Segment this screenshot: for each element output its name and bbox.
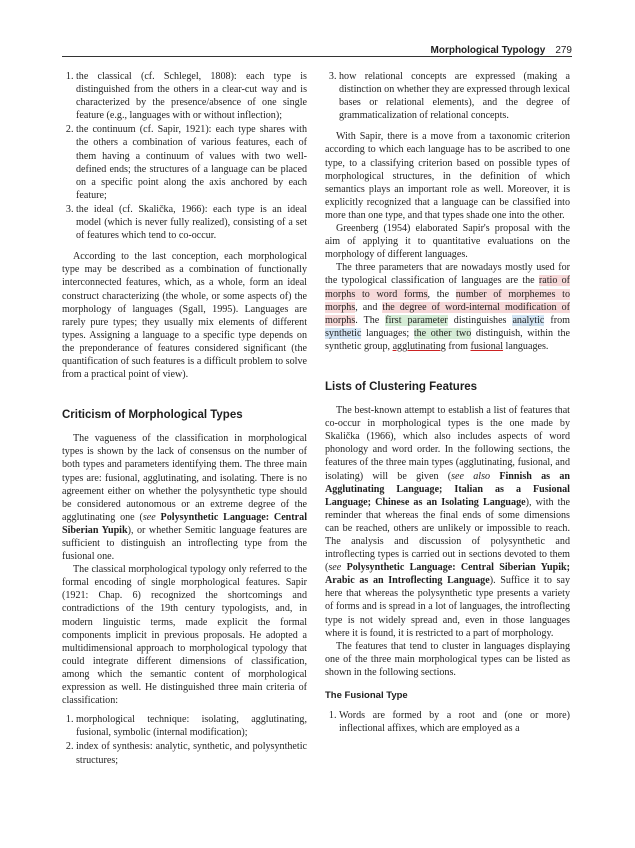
highlight-analytic: analytic	[512, 314, 545, 326]
right-column	[325, 70, 570, 743]
section-heading: Lists of Clustering Features	[325, 380, 478, 393]
list-item: 1. the classical (cf. Schlegel, 1808): each type is distinguished from the others in a clear-cut way and is characterized by the presence/absence of one single feature (e.g., languages with or without inflection);	[76, 70, 307, 122]
list-item: 2. the continuum (cf. Sapir, 1921): each type shares with the others a combination of various features, each of them having a continuum of values with two well-defined ends; the structures of a language can be placed on a specific point along the axis anchored by each feature;	[76, 123, 307, 202]
highlight-first-parameter: first parameter	[385, 314, 448, 326]
list-item: 1. morphological technique: isolating, agglutinating, fusional, symbolic (internal modification);	[76, 713, 307, 739]
cross-reference: Polysynthetic Language: Central Siberian Yupik; Arabic as an Introflecting Language	[325, 562, 570, 587]
running-header	[62, 40, 572, 57]
list-item: 3. how relational concepts are expressed (making a distinction on whether they are expressed through lexical bases or relational elements), and the degree of grammaticalization of relational concepts.	[339, 70, 570, 122]
paragraph: The best-known attempt to establish a list of features that co-occur in morphological types is the one made by Skalička (1966), which also includes aspects of word phonology and word order. In the following sections, the features of the three main types (agglutinating, fusional, and isolating) will be given (see also Finnish as an Agglutinating Language; Italian as a Fusional Language; Chinese as an Isolating Language), with the reminder that whereas the final ends of some dimensions can be reached, others are unlikely or impossible to reach. The analysis and discussion of polysynthetic and introflecting types is carried out in sections devoted to them (see Polysynthetic Language: Central Siberian Yupik; Arabic as an Introflecting Language). Suffice it to say here that whereas the polysynthetic type presents a variety of forms and is spread in a lot of languages, the introflecting type is not widely spread and, even in those languages where it is found, it is restricted to a part of morphology.	[325, 405, 570, 639]
highlight-number: number of morphemes to morphs	[325, 288, 570, 313]
paragraph: The vagueness of the classification in morphological types is shown by the lack of consensus on the number of both types and parameters identifying them. The three main types are: fusional, agglutinating, and isolating. There is no agreement either on whether the polysynthetic type should be considered autonomous or an extreme degree of the agglutinating one (see Polysynthetic Language: Central Siberian Yupik), or whether Semitic language features are sufficient to distinguish an introflecting type from the fusional one.	[62, 433, 307, 563]
cross-reference: Polysynthetic Language: Central Siberian Yupik	[62, 511, 307, 536]
highlight-ratio: ratio of morphs to word forms	[325, 275, 570, 300]
left-column	[62, 70, 307, 775]
running-title: Morphological Typology	[430, 45, 546, 56]
highlight-degree: the degree of word-internal modification of morphs	[325, 301, 570, 326]
list-item: 2. index of synthesis: analytic, synthetic, and polysynthetic structures;	[76, 740, 307, 766]
subsection-heading: The Fusional Type	[325, 690, 408, 702]
list-item: 1. Words are formed by a root and (one or more) inflectional affixes, which are employed as a	[339, 709, 570, 735]
conception-list	[62, 70, 307, 242]
criteria-list	[62, 713, 307, 766]
section-heading: Criticism of Morphological Types	[62, 409, 243, 422]
underline-agglutinating: agglutinating	[392, 340, 446, 352]
paragraph: According to the last conception, each morphological type may be described as a combination of functionally interconnected features, which, as a whole, form an ideal construct characterizing (the whole, or some aspects of) the morphology of languages (Sgall, 1995). Languages are rarely pure types; they usually mix elements of different types. Assigning a language to a specific type depends on the preponderance of features considered significant (the quantification of such features is a difficult problem to solve from a practical point of view).	[62, 251, 307, 381]
paragraph-highlighted: The three parameters that are nowadays mostly used for the typological classification of languages are the ratio of morphs to word forms, the number of morphemes to morphs, and the degree of word-internal modification of morphs. The first parameter distinguishes analytic from synthetic languages; the other two distinguish, within the synthetic group, agglutinating from fusional languages.	[325, 262, 571, 352]
cross-reference: Finnish as an Agglutinating Language; Italian as a Fusional Language; Chinese as an Isolating Language	[325, 470, 570, 508]
fusional-features-list	[325, 709, 570, 735]
highlight-other-two: the other two	[413, 327, 472, 339]
paragraph: With Sapir, there is a move from a taxonomic criterion according to which each language has to be ascribed to one type, to a classifying criterion based on possible types of morphological structures, in the definition of which semantics plays an important role as well. Moreover, it is explicitly recognized that a language can be classified into more than one type, and that types shade one into the other.	[325, 131, 570, 221]
paragraph: The features that tend to cluster in languages displaying one of the three main morphological types can be listed as shown in the following sections.	[325, 640, 570, 678]
underline-fusional: fusional	[470, 340, 504, 352]
criteria-list-continued	[325, 70, 570, 122]
page-number: 279	[555, 45, 572, 56]
paragraph: The classical morphological typology only referred to the formal encoding of single morphological features. Sapir (1921: Chap. 6) recognized the shortcomings and contradictions of the 19th century typologists, and, in modern linguistic terms, made explicit the formal components implicit in previous proposals. He adopted a multidimensional approach to morphological typology that could integrate different dimensions of classification, among which the semantic content of morphological expression as well. He distinguished three main criteria of classification:	[62, 564, 307, 707]
paragraph: Greenberg (1954) elaborated Sapir's proposal with the aim of applying it to quantitative evaluations on the morphology of different languages.	[325, 223, 570, 261]
list-item: 3. the ideal (cf. Skalička, 1966): each type is an ideal model (which is never fully realized), consisting of a set of features which tend to co-occur.	[76, 203, 307, 242]
highlight-synthetic: synthetic	[325, 327, 362, 339]
